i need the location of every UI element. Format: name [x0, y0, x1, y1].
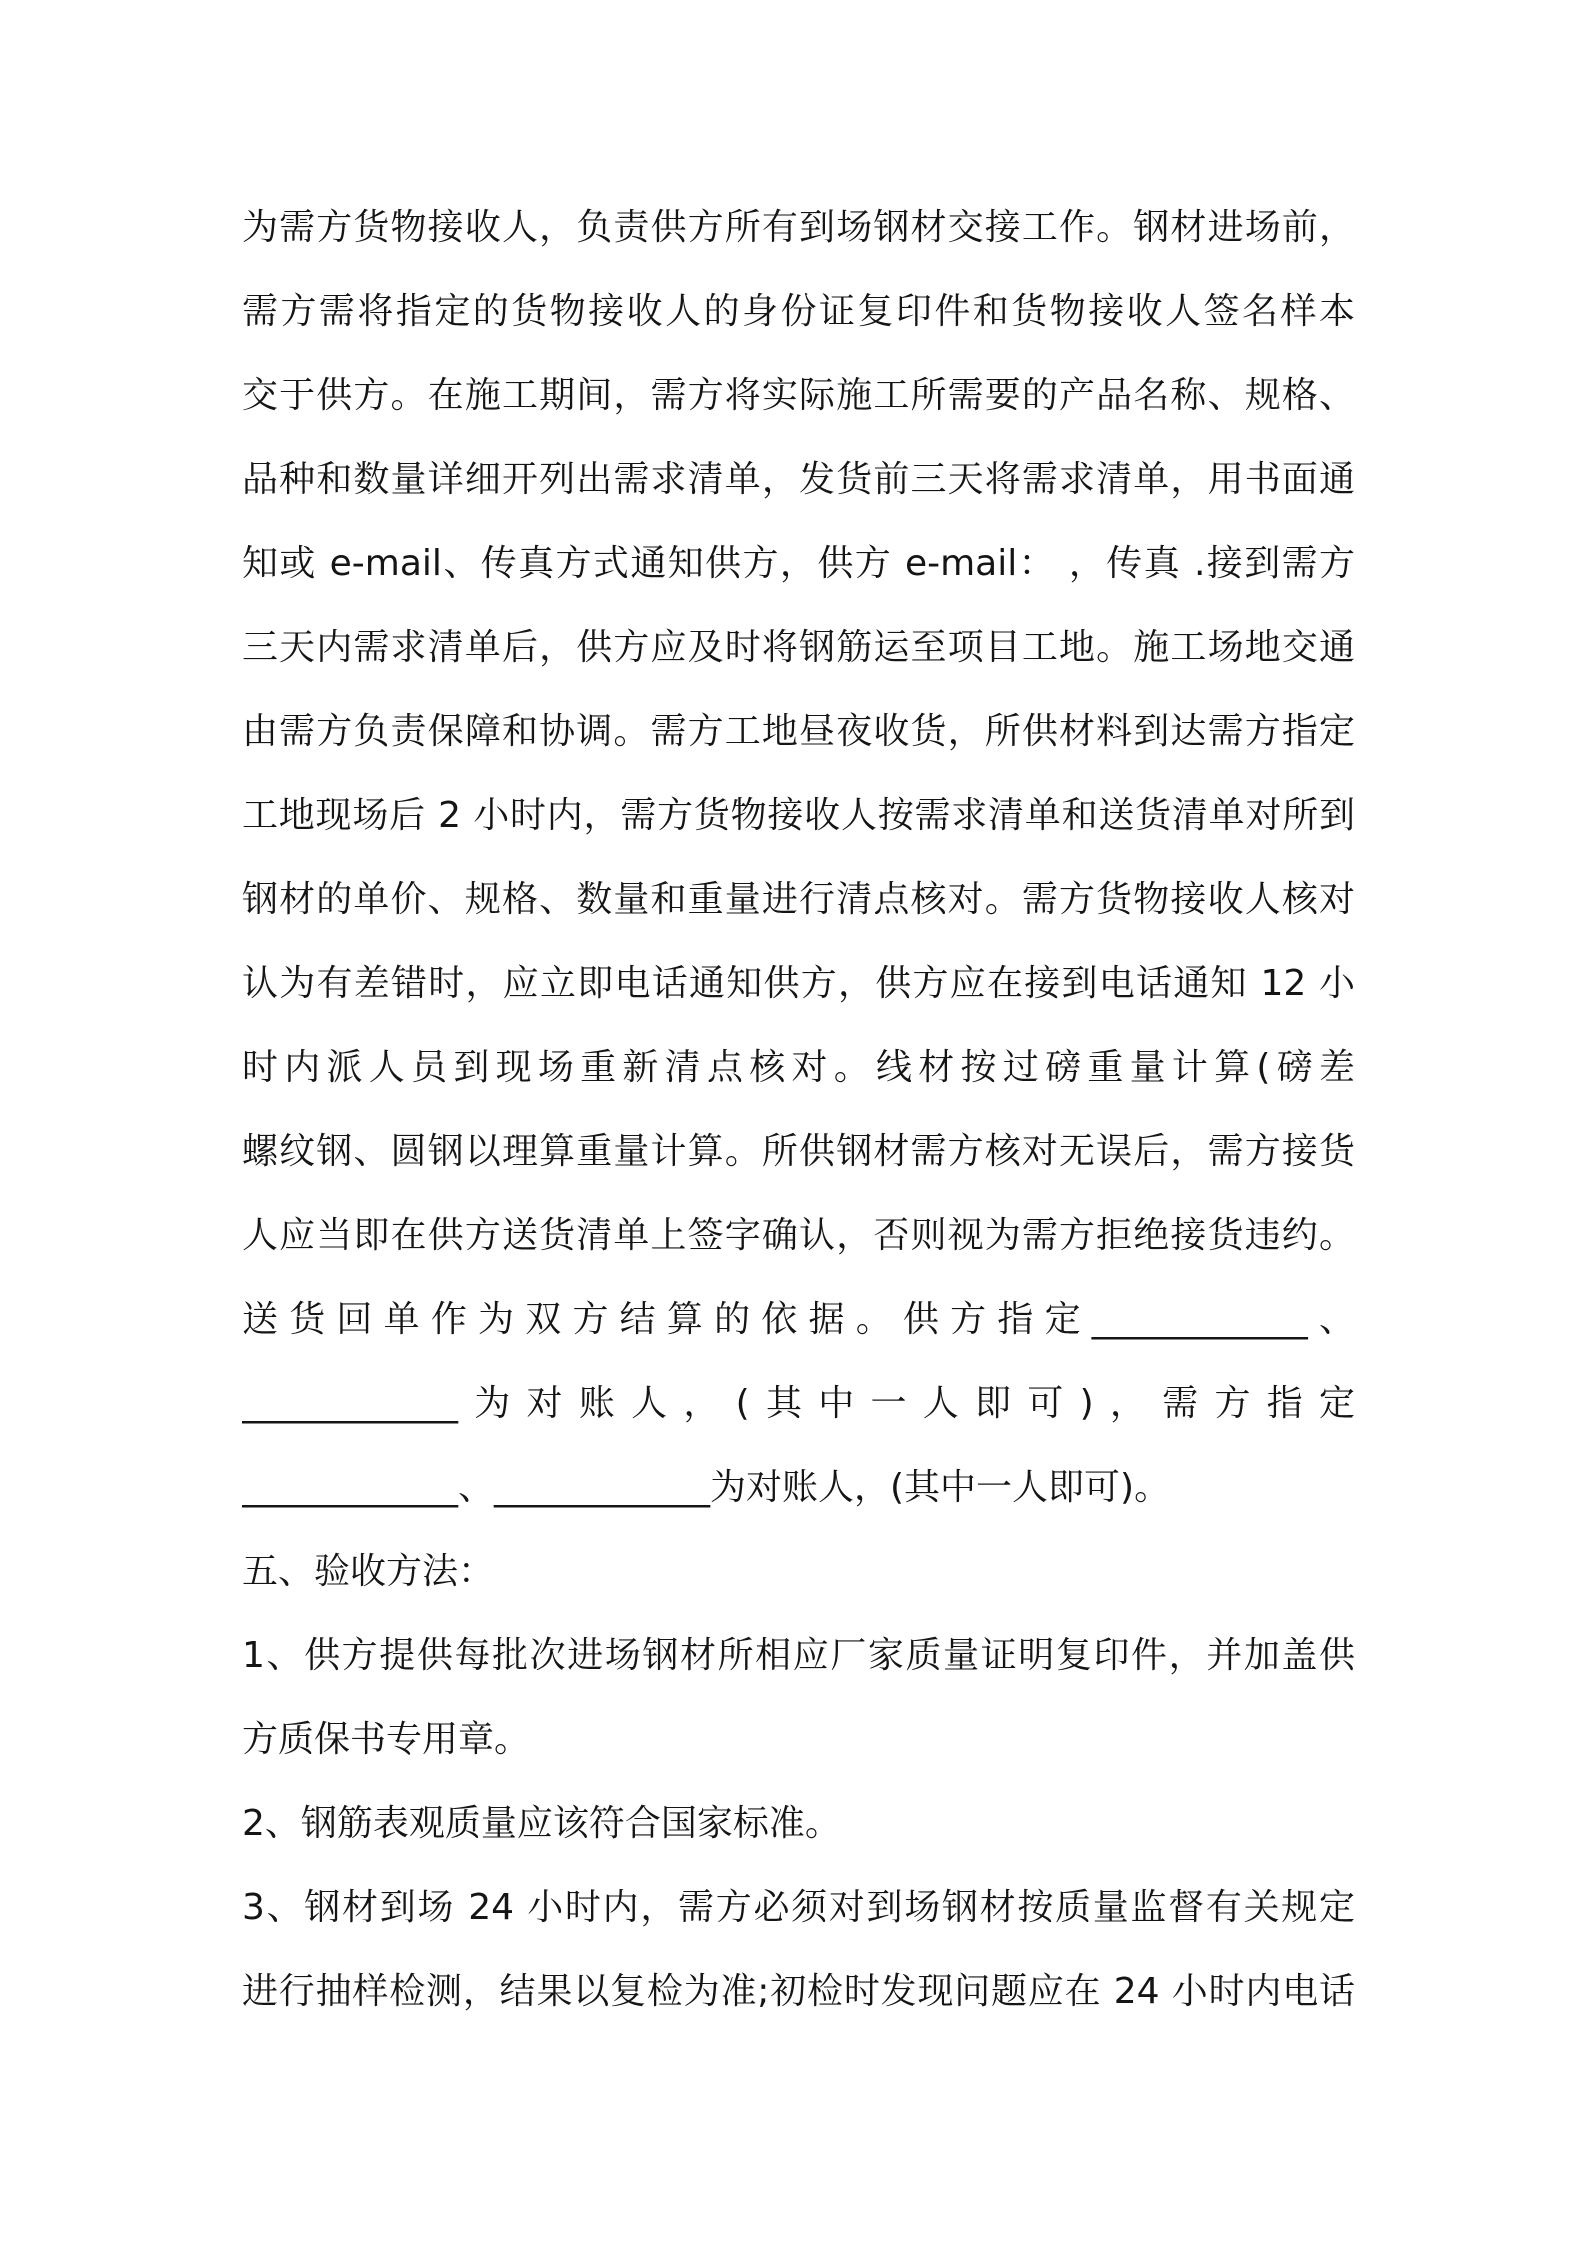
paragraph-line: 三天内需求清单后，供方应及时将钢筋运至项目工地。施工场地交通: [242, 627, 1355, 668]
paragraph-line: 为需方货物接收人，负责供方所有到场钢材交接工作。钢材进场前，: [242, 207, 1355, 248]
paragraph-line: 知或 e-mail、传真方式通知供方，供方 e-mail： ，传真 .接到需方: [242, 543, 1355, 584]
paragraph-line: 螺纹钢、圆钢以理算重量计算。所供钢材需方核对无误后，需方接货: [242, 1131, 1355, 1172]
paragraph-line: 由需方负责保障和协调。需方工地昼夜收货，所供材料到达需方指定: [242, 711, 1355, 752]
document-body: [242, 186, 1355, 2034]
paragraph-line: 认为有差错时，应立即电话通知供方，供方应在接到电话通知 12 小: [242, 963, 1355, 1004]
paragraph-line: 人应当即在供方送货清单上签字确认，否则视为需方拒绝接货违约。: [242, 1215, 1355, 1256]
paragraph-line: 钢材的单价、规格、数量和重量进行清点核对。需方货物接收人核对: [242, 879, 1355, 920]
paragraph-line: 需方需将指定的货物接收人的身份证复印件和货物接收人签名样本: [242, 291, 1355, 332]
section-heading: 五、验收方法：: [242, 1551, 495, 1592]
list-item-line: 进行抽样检测，结果以复检为准;初检时发现问题应在 24 小时内电话: [242, 1971, 1355, 2012]
paragraph-line: 时内派人员到现场重新清点核对。线材按过磅重量计算(磅差: [242, 1047, 1355, 1088]
list-item-line: 方质保书专用章。: [242, 1719, 531, 1760]
paragraph-line: ____________、____________为对账人，(其中一人即可)。: [242, 1467, 1171, 1508]
list-item-line: 3、钢材到场 24 小时内，需方必须对到场钢材按质量监督有关规定: [242, 1887, 1355, 1928]
paragraph-line: 交于供方。在施工期间，需方将实际施工所需要的产品名称、规格、: [242, 375, 1355, 416]
paragraph-line: 品种和数量详细开列出需求清单，发货前三天将需求清单，用书面通: [242, 459, 1355, 500]
list-item-line: 2、钢筋表观质量应该符合国家标准。: [242, 1803, 841, 1844]
paragraph-line: 工地现场后 2 小时内，需方货物接收人按需求清单和送货清单对所到: [242, 795, 1355, 836]
paragraph-line: 送货回单作为双方结算的依据。供方指定____________、: [242, 1299, 1355, 1340]
paragraph-line: ____________为对账人，(其中一人即可)，需方指定: [242, 1383, 1355, 1424]
list-item-line: 1、供方提供每批次进场钢材所相应厂家质量证明复印件，并加盖供: [242, 1635, 1355, 1676]
